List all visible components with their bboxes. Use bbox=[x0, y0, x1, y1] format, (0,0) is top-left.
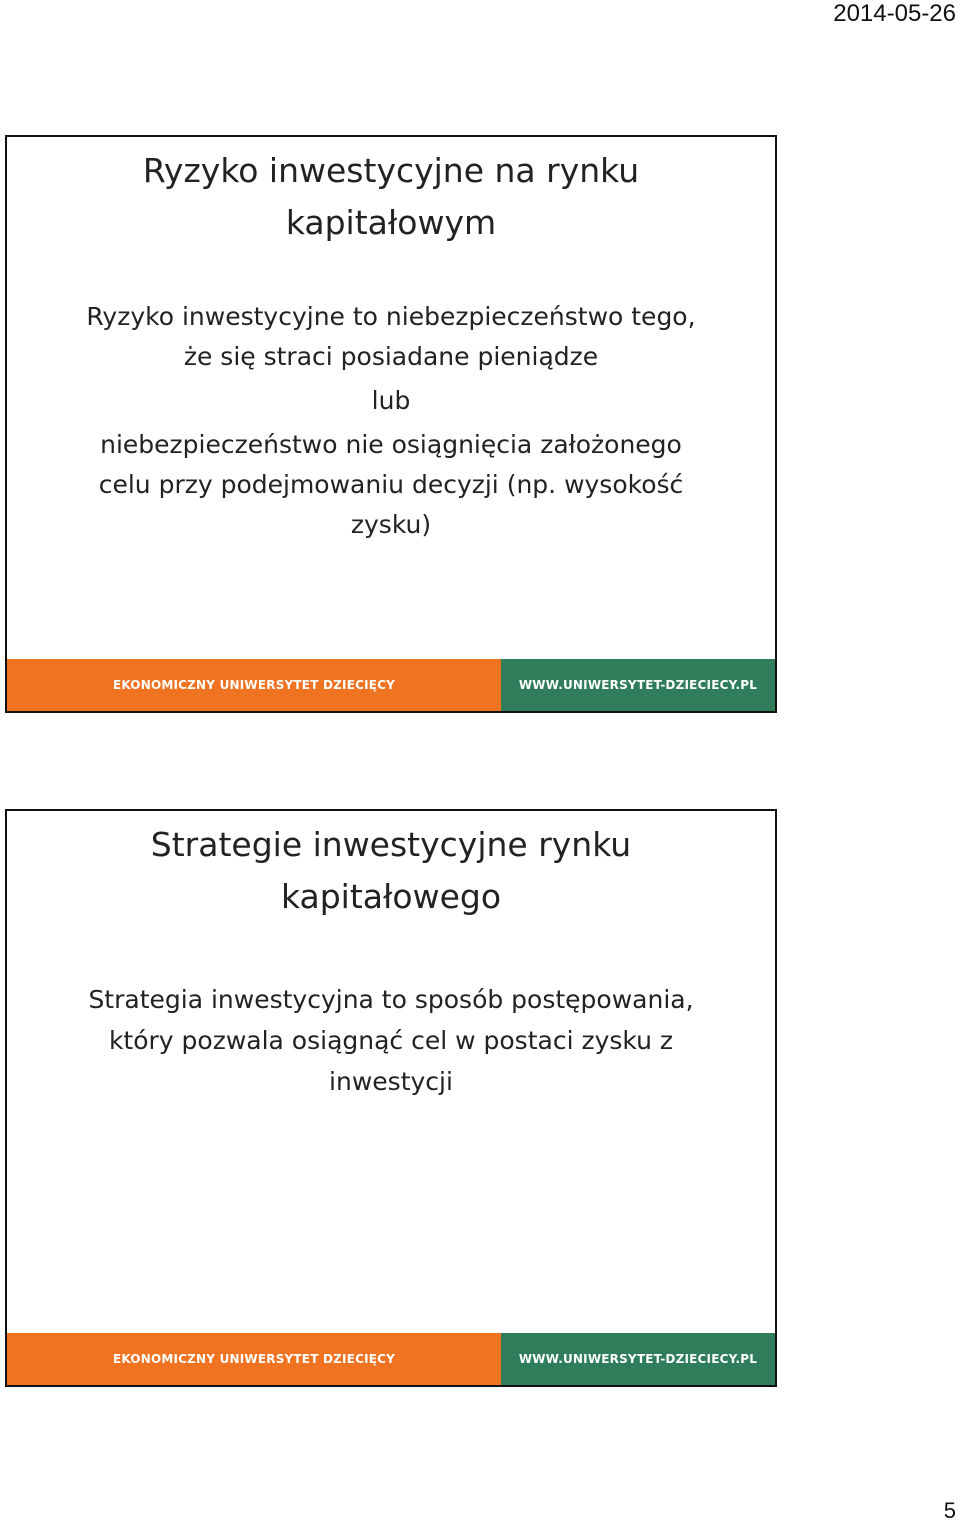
body-line: Ryzyko inwestycyjne to niebezpieczeństwo tego, bbox=[86, 302, 696, 331]
slide-1 bbox=[5, 135, 777, 713]
footer-website: WWW.UNIWERSYTET-DZIECIECY.PL bbox=[501, 659, 775, 711]
body-line: który pozwala osiągnąć cel w postaci zysku z bbox=[108, 1026, 674, 1055]
page-date: 2014-05-26 bbox=[833, 0, 956, 27]
body-line: niebezpieczeństwo nie osiągnięcia założonego bbox=[100, 430, 682, 459]
body-line: inwestycji bbox=[329, 1067, 453, 1096]
slide-title-line: Ryzyko inwestycyjne na rynku bbox=[142, 151, 640, 190]
slide-body bbox=[27, 979, 755, 1102]
body-line: że się straci posiadane pieniądze bbox=[183, 342, 599, 371]
footer-organization: EKONOMICZNY UNIWERSYTET DZIECIĘCY bbox=[7, 659, 501, 711]
body-line: celu przy podejmowaniu decyzji (np. wysokość bbox=[98, 470, 684, 499]
footer-organization: EKONOMICZNY UNIWERSYTET DZIECIĘCY bbox=[7, 1333, 501, 1385]
slide-2 bbox=[5, 809, 777, 1387]
page-number: 5 bbox=[943, 1498, 956, 1523]
slide-title-line: kapitałowym bbox=[285, 203, 497, 242]
slide-footer bbox=[7, 659, 775, 711]
slide-footer bbox=[7, 1333, 775, 1385]
slide-body bbox=[27, 297, 755, 545]
footer-website: WWW.UNIWERSYTET-DZIECIECY.PL bbox=[501, 1333, 775, 1385]
slide-title bbox=[7, 145, 775, 249]
slide-title-line: Strategie inwestycyjne rynku bbox=[150, 825, 632, 864]
body-line: zysku) bbox=[350, 510, 432, 539]
body-line: Strategia inwestycyjna to sposób postępowania, bbox=[88, 985, 694, 1014]
slide-title bbox=[7, 819, 775, 923]
body-line: lub bbox=[371, 386, 411, 415]
slide-title-line: kapitałowego bbox=[280, 877, 502, 916]
